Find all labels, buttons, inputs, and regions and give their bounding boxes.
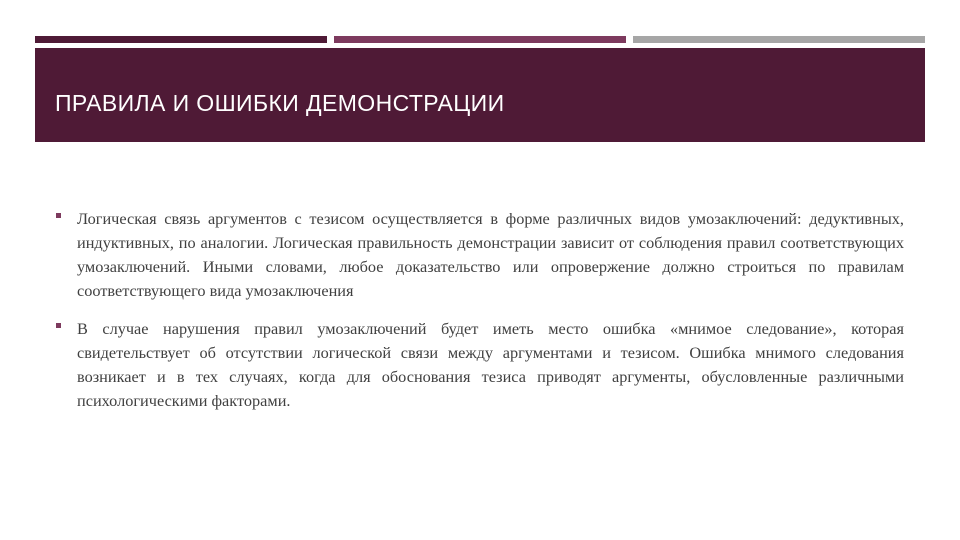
title-band [35,48,925,142]
slide-title: ПРАВИЛА И ОШИБКИ ДЕМОНСТРАЦИИ [55,90,505,116]
bullet-text: Логическая связь аргументов с тезисом осуществляется в форме различных видов умозаключений: дедуктивных, индуктивных, по аналогии. Логическая правильность демонстрации зависит от соблюдения правил соответствующих умозаключений. Иными словами, любое доказательство или опровержение должно строиться по правилам соответствующего вида умозаключения [77,209,904,300]
square-bullet-icon [56,213,61,218]
accent-bar-gray [633,36,925,43]
square-bullet-icon [56,323,61,328]
bullet-list [52,207,904,427]
bullet-item [52,317,904,413]
bullet-item [52,207,904,303]
accent-bar-dark [35,36,327,43]
accent-bar-medium [334,36,626,43]
bullet-text: В случае нарушения правил умозаключений будет иметь место ошибка «мнимое следование», которая свидетельствует об отсутствии логической связи между аргументами и тезисом. Ошибка мнимого следования возникает и в тех случаях, когда для обоснования тезиса приводят аргументы, обусловленные различными психологическими факторами. [77,319,904,410]
